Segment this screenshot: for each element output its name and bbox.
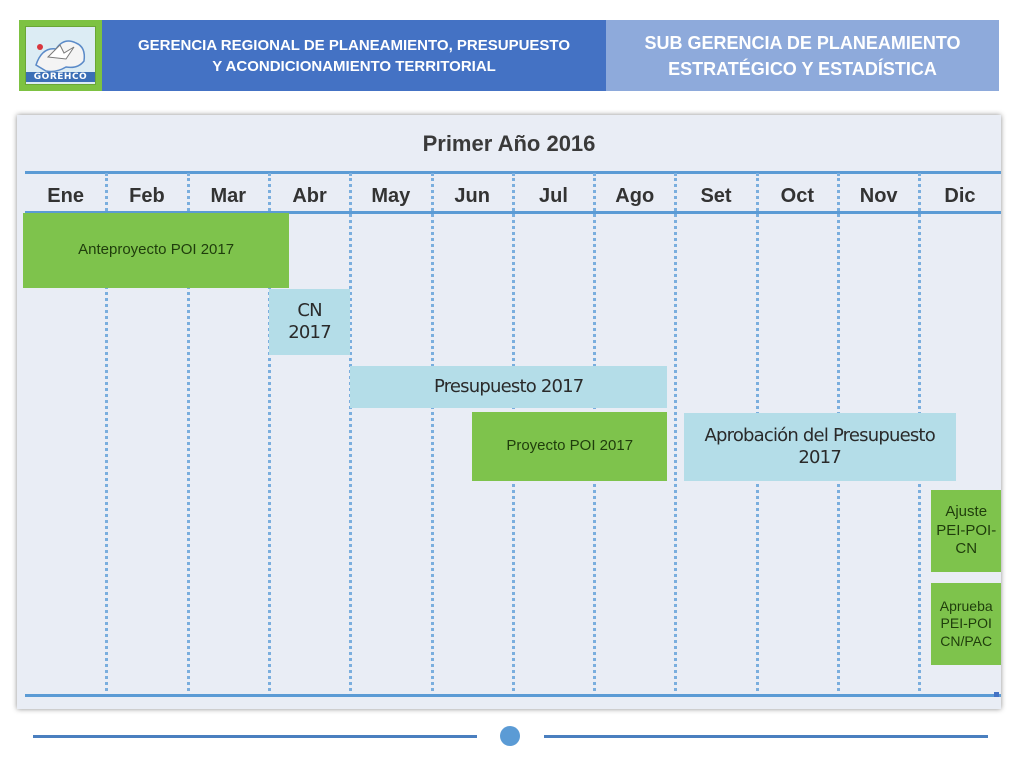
month-label-nov: Nov (859, 185, 898, 207)
month-label-abr: Abr (292, 185, 327, 207)
task-bar-anteproyecto-poi-2017 (23, 213, 289, 288)
gantt-chart-panel (17, 115, 1001, 709)
month-label-mar: Mar (210, 185, 247, 207)
month-label-ago: Ago (615, 185, 655, 207)
month-label-dic: Dic (944, 185, 976, 207)
month-label-jun: Jun (454, 185, 490, 207)
sub-office-title-line2: ESTRATÉGICO Y ESTADÍSTICA (668, 58, 937, 79)
regional-office-title-line1: GERENCIA REGIONAL DE PLANEAMIENTO, PRESUPUESTO (137, 36, 570, 54)
footer-line-left (33, 735, 477, 738)
task-label: Aprobación del Presupuesto 2017 (704, 424, 935, 468)
sub-office-title-line1: SUB GERENCIA DE PLANEAMIENTO (644, 32, 961, 53)
circle-dot-icon (500, 726, 520, 746)
month-label-oct: Oct (780, 185, 814, 207)
chart-bottom-rule (25, 694, 1001, 697)
task-bar-proyecto-poi-2017 (472, 412, 667, 481)
month-label-ene: Ene (47, 185, 84, 207)
task-label: Proyecto POI 2017 (506, 437, 634, 455)
task-label: Ajuste PEI-POI- CN (936, 502, 997, 558)
sub-office-title (606, 20, 999, 91)
footer-line-right (544, 735, 988, 738)
task-label: Anteproyecto POI 2017 (78, 241, 235, 259)
gantt-title: Primer Año 2016 (422, 131, 596, 156)
task-label: Presupuesto 2017 (433, 375, 584, 397)
task-label: CN 2017 (288, 299, 331, 343)
month-label-set: Set (700, 185, 732, 207)
regional-office-title (102, 20, 606, 91)
month-label-feb: Feb (129, 185, 165, 207)
task-bar-ajuste-pei-poi-cn (931, 490, 1001, 572)
month-divider (349, 173, 352, 691)
logo-text: GOREHCO (26, 72, 95, 82)
task-bar-aprueba-pei-poi-cn-pac (931, 583, 1001, 665)
task-bar-presupuesto-2017 (350, 366, 667, 408)
month-label-jul: Jul (538, 185, 568, 207)
month-divider (674, 173, 677, 691)
month-label-may: May (371, 185, 411, 207)
month-divider (431, 173, 434, 691)
task-bar-cn-2017 (269, 289, 350, 355)
task-bar-aprobaci-n-del-presupuesto-2017 (684, 413, 956, 481)
gorehco-logo (19, 20, 102, 91)
regional-office-title-line2: Y ACONDICIONAMIENTO TERRITORIAL (212, 57, 496, 75)
logo-image (25, 26, 96, 85)
task-label: Aprueba PEI-POI CN/PAC (939, 597, 993, 649)
corner-marker (994, 692, 999, 697)
